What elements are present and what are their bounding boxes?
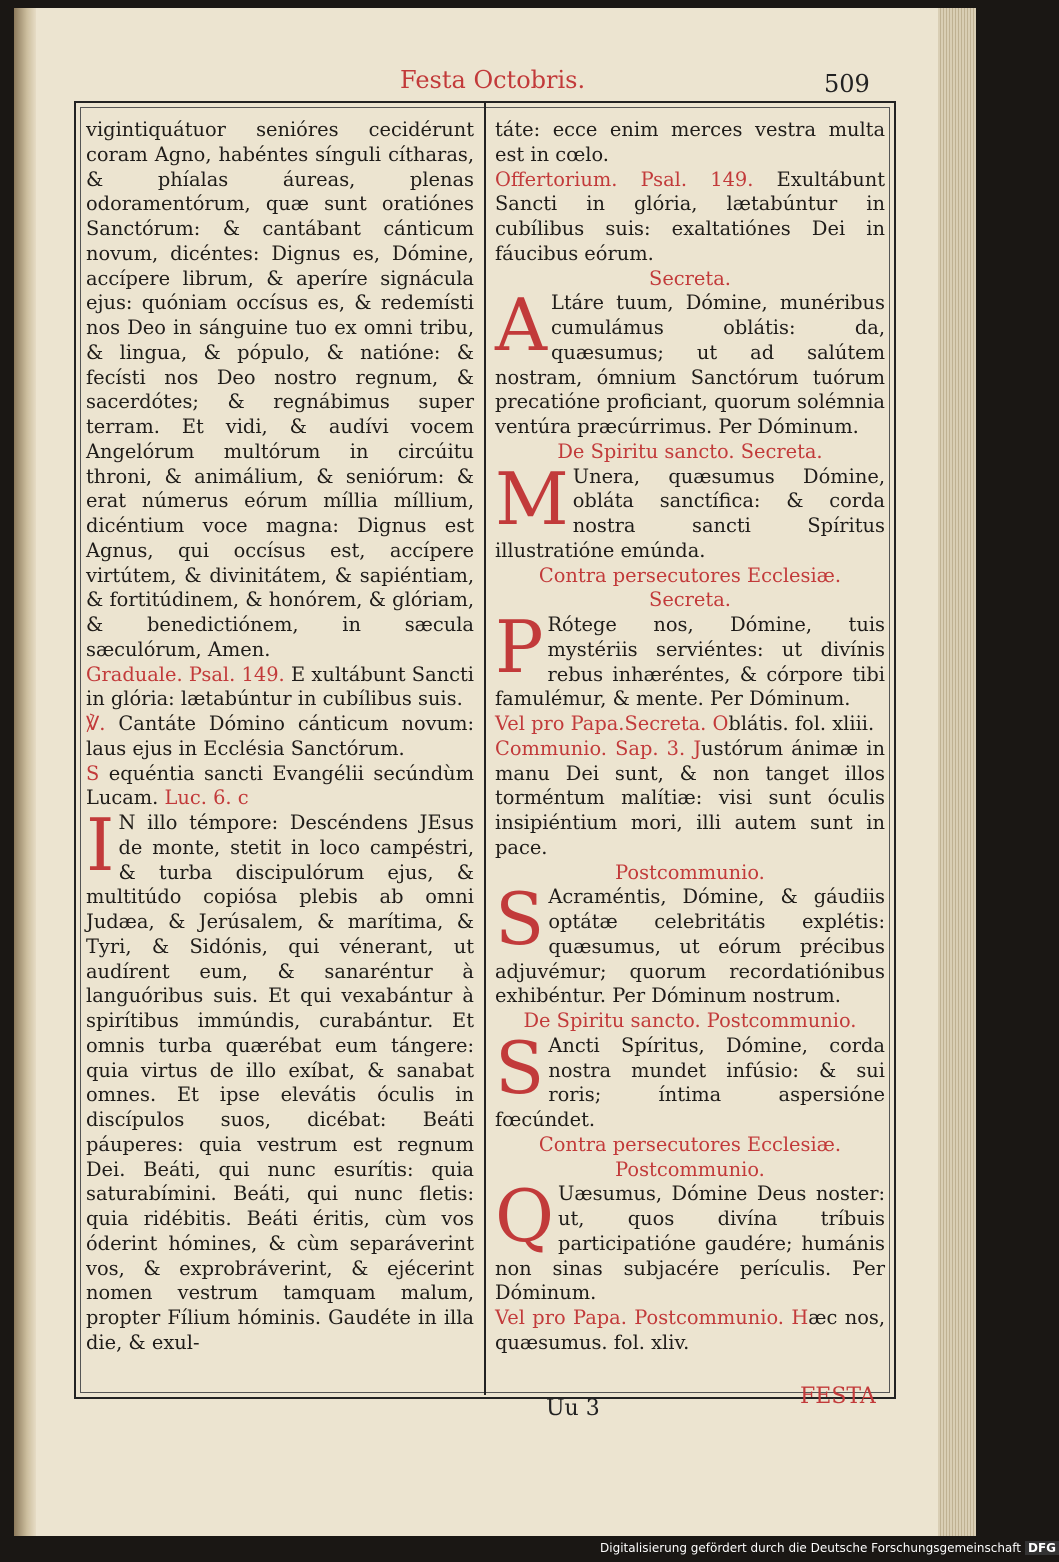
initial-capital: P — [495, 605, 544, 689]
section-heading: Postcommunio. — [615, 1157, 765, 1181]
section-heading: Secreta. — [649, 588, 731, 612]
initial-capital: S — [495, 1025, 545, 1110]
paragraph: ℣. Cantáte Dómino cánticum novum: laus ejus in Ecclésia Sanctórum. — [86, 712, 474, 760]
paragraph: Vel pro Papa.Secreta. Oblátis. fol. xliii. — [495, 712, 875, 735]
rubric-label: Communio. Sap. 3. J — [495, 736, 702, 760]
initial-capital: M — [495, 456, 569, 541]
versicle-symbol: ℣. — [86, 712, 106, 735]
section-heading: Postcommunio. — [615, 860, 765, 884]
running-title: Festa Octobris. — [400, 66, 586, 94]
section-heading: Contra persecutores Ecclesiæ. — [538, 563, 842, 587]
signature-mark: Uu 3 — [546, 1396, 600, 1421]
rubric-label: Vel pro Papa. Postcommunio. H — [495, 1306, 809, 1329]
initial-capital: S — [495, 877, 545, 962]
section-heading: Secreta. — [649, 266, 731, 290]
initial-capital: Q — [495, 1174, 555, 1259]
left-column — [86, 118, 474, 1356]
digitization-credit: Digitalisierung gefördert durch die Deutsche Forschungsgemeinschaft DFG — [600, 1541, 1059, 1555]
paragraph: S Acraméntis, Dómine, & gáudiis optátæ celebritátis explétis: quæsumus, ut eórum précibus adjuvémur; quorum recordatiónibus exhibéntur. Per Dóminum nostrum. — [495, 877, 885, 1008]
rubric-label: S — [86, 761, 100, 785]
section-heading: Contra persecutores Ecclesiæ. — [538, 1132, 842, 1156]
right-column — [495, 118, 885, 1356]
rubric-label: Graduale. Psal. 149. — [86, 662, 285, 686]
initial-capital: A — [495, 283, 547, 368]
paragraph: Offertorium. Psal. 149. Exultábunt Sancti in glória, lætabúntur in cubílibus suis: exaltatiónes Dei in fáucibus eórum. — [495, 167, 885, 265]
section-heading: De Spiritu sancto. Secreta. — [557, 439, 823, 463]
rubric-label: Offertorium. Psal. 149. — [495, 167, 754, 191]
paragraph: I N illo témpore: Descéndens JEsus de monte, stetit in loco campéstri, & turba discipulórum ejus, & multitúdo copiósa plebis ab omni Judæa, & Jerúsalem, & marítima, & Tyri, & Sidónis, qui vénerant, ut audírent eum, & sanaréntur à languóribus suis. Et qui vexabántur à spirítibus immúndis, curabántur. Et omnis turba quærébat eum tángere: quia virtus de illo exíbat, & sanabat omnes. Et ipse elevátis óculis in discípulos suos, dicébat: Beáti páuperes: quia vestrum est regnum Dei. Beáti, qui nunc esurítis: quia saturabímini. Beáti, qui nunc fletis: quia ridébitis. Beáti éritis, cùm vos óderint hómines, & cùm separáverint vos, & exprobráverint, & ejécerint nomen vestrum tamquam malum, propter Fílium hóminis. Gaudéte in illa die, & exul- — [86, 803, 474, 1354]
paragraph: Communio. Sap. 3. Justórum ánimæ in manu Dei sunt, & non tanget illos torméntum malítiæ: visi sunt óculis insipiéntium mori, illi autem sunt in pace. — [495, 736, 885, 859]
paragraph: Q Uæsumus, Dómine Deus noster: ut, quos divína tríbuis participatióne gaudére; humánis non sinas subjacére perículis. Per Dóminum. — [495, 1174, 885, 1305]
gospel-reference: Luc. 6. c — [164, 786, 249, 810]
section-heading: De Spiritu sancto. Postcommunio. — [523, 1009, 857, 1032]
paragraph: A Ltáre tuum, Dómine, munéribus cumulámus oblátis: da, quæsumus; ut ad salútem nostram, ómnium Sanctórum tuórum precatióne proficiant, quorum solémnia ventúra præcúrrimus. Per Dóminum. — [495, 283, 885, 438]
paragraph: M Unera, quæsumus Dómine, obláta sanctífica: & corda nostra sancti Spíritus illustratióne emúnda. — [495, 456, 885, 562]
catchword: FESTA — [800, 1384, 876, 1409]
paragraph: S equéntia sancti Evangélii secúndùm Lucam. Luc. 6. c — [86, 761, 474, 810]
page-number: 509 — [824, 70, 870, 98]
page-edges — [938, 8, 976, 1536]
paragraph: P Rótege nos, Dómine, tuis mystériis serviéntes: ut divínis rebus inhæréntes, & córpore tibi famulémur, & mente. Per Dóminum. — [495, 605, 885, 711]
initial-capital: I — [86, 803, 115, 887]
paragraph: S Ancti Spíritus, Dómine, corda nostra mundet infúsio: & sui roris; íntima aspersióne fœcúndet. — [495, 1025, 885, 1131]
paragraph: táte: ecce enim merces vestra multa est in cœlo. — [495, 118, 885, 166]
column-divider — [484, 103, 486, 1395]
paragraph: Vel pro Papa. Postcommunio. Hæc nos, quæsumus. fol. xliv. — [495, 1306, 885, 1354]
page-gutter — [14, 8, 36, 1536]
paragraph: vigintiquátuor senióres cecidérunt coram Agno, habéntes sínguli cítharas, & phíalas áureas, plenas odoramentórum, quæ sunt oratiónes Sanctórum: & cantábant cánticum novum, dicéntes: Dignus es, Dómine, accípere librum, & aperíre signácula ejus: quóniam occísus es, & redemísti nos Deo in sánguine tuo ex omni tribu, & lingua, & pópulo, & natióne: & fecísti nos Deo nostro regnum, & sacerdótes; & regnábimus super terram. Et vidi, & audívi vocem Angelórum multórum in circúitu throni, & animálium, & seniórum: & erat númerus eórum míllia míllium, dicéntium voce magna: Dignus est Agnus, qui occísus est, accípere virtútem, & divinitátem, & sapiéntiam, & fortitúdinem, & honórem, & glóriam, & benedictiónem, in sæcula sæculórum, Amen. — [86, 118, 474, 661]
rubric-label: Vel pro Papa.Secreta. O — [495, 712, 729, 735]
paragraph: Graduale. Psal. 149. E xultábunt Sancti in glória: lætabúntur in cubílibus suis. — [86, 662, 474, 711]
dfg-logo: DFG — [1025, 1541, 1059, 1555]
